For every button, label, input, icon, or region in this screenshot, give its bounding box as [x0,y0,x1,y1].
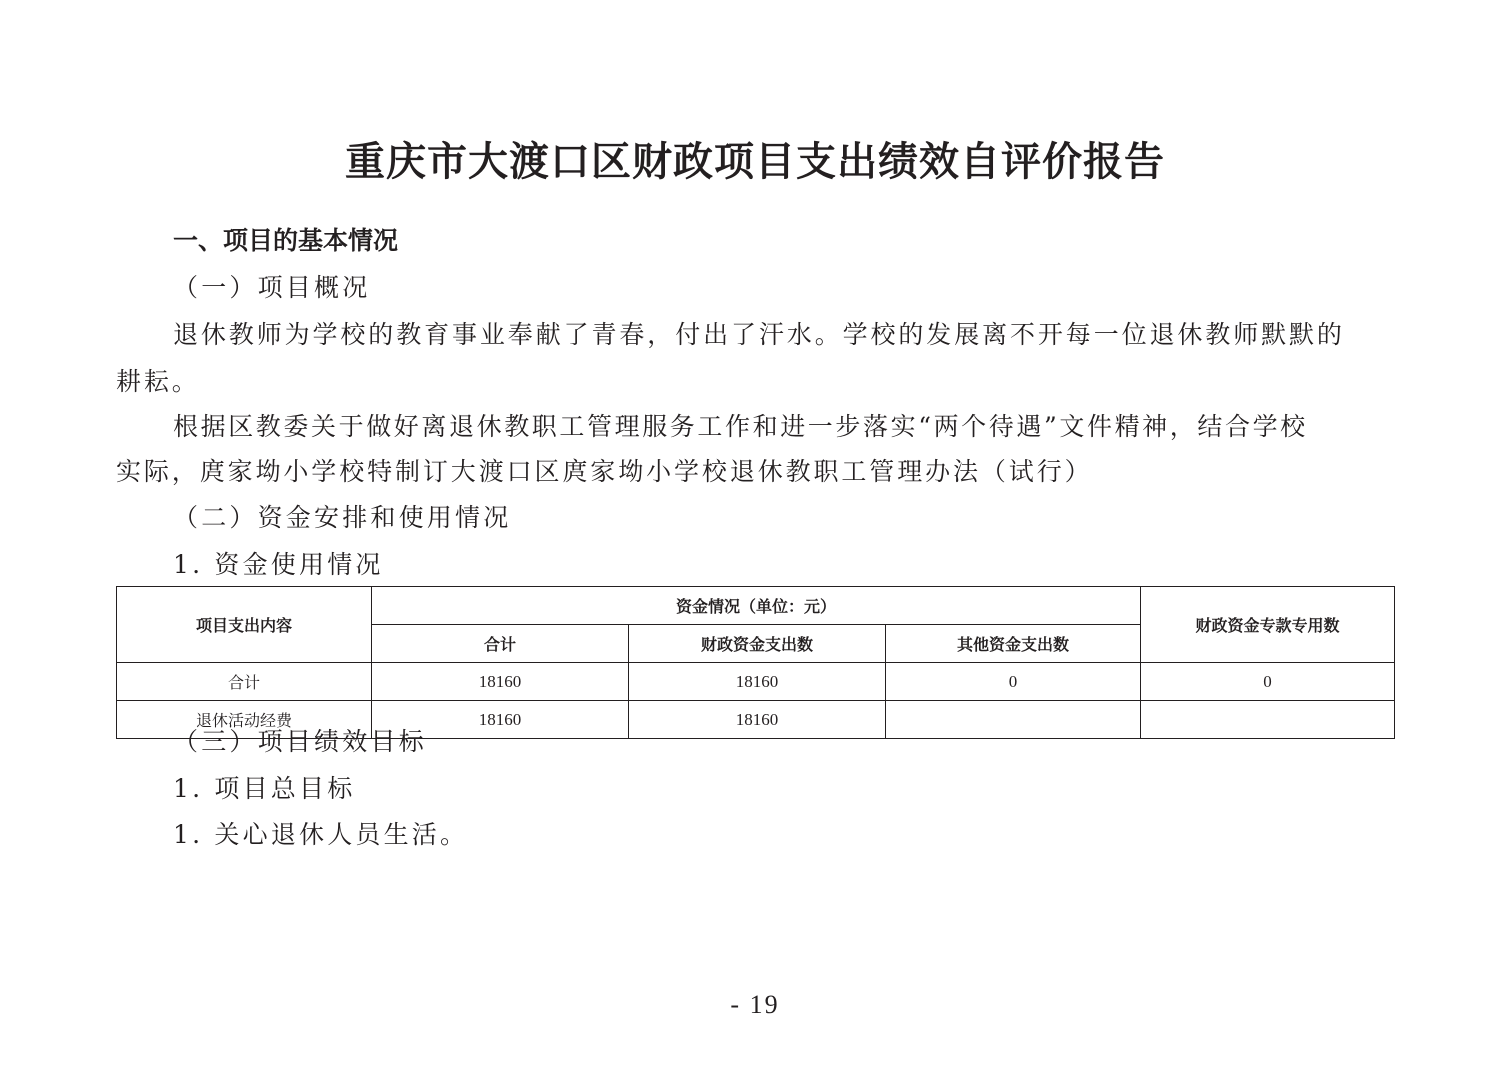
cell-other [886,701,1141,739]
paragraph-2-line-1: 根据区教委关于做好离退休教职工管理服务工作和进一步落实“两个待遇”文件精神，结合学校 [173,412,1308,441]
paragraph-1-line-2: 耕耘。 [116,367,200,396]
cell-special [1141,701,1395,739]
subsection-heading-goals: （三）项目绩效目标 [173,727,427,756]
header-fiscal-expenditure: 财政资金支出数 [629,625,886,663]
goal-item-overall: 1. 项目总目标 [173,774,356,803]
cell-special: 0 [1141,663,1395,701]
header-fund-status: 资金情况（单位：元） [372,587,1141,625]
cell-total: 18160 [372,701,629,739]
table-row [117,663,1395,701]
goal-item-care: 1. 关心退休人员生活。 [173,820,469,849]
header-total: 合计 [372,625,629,663]
header-special-use: 财政资金专款专用数 [1141,587,1395,663]
subsection-heading-overview: （一）项目概况 [173,273,371,302]
row-label: 退休活动经费 [117,701,372,739]
paragraph-1-line-1: 退休教师为学校的教育事业奉献了青春，付出了汗水。学校的发展离不开每一位退休教师默默的 [173,320,1345,349]
funds-usage-item: 1. 资金使用情况 [173,550,384,579]
header-item-content: 项目支出内容 [117,587,372,663]
header-other-expenditure: 其他资金支出数 [886,625,1141,663]
funds-table [116,586,1395,739]
cell-fiscal: 18160 [629,701,886,739]
cell-total: 18160 [372,663,629,701]
cell-fiscal: 18160 [629,663,886,701]
report-title: 重庆市大渡口区财政项目支出绩效自评价报告 [345,139,1165,185]
section-heading-basic-info: 一、项目的基本情况 [173,226,399,255]
subsection-heading-funds: （二）资金安排和使用情况 [173,503,512,532]
paragraph-2-line-2: 实际，庹家坳小学校特制订大渡口区庹家坳小学校退休教职工管理办法（试行） [116,457,1093,486]
row-label: 合计 [117,663,372,701]
cell-other: 0 [886,663,1141,701]
page-number: - 19 [730,990,780,1019]
